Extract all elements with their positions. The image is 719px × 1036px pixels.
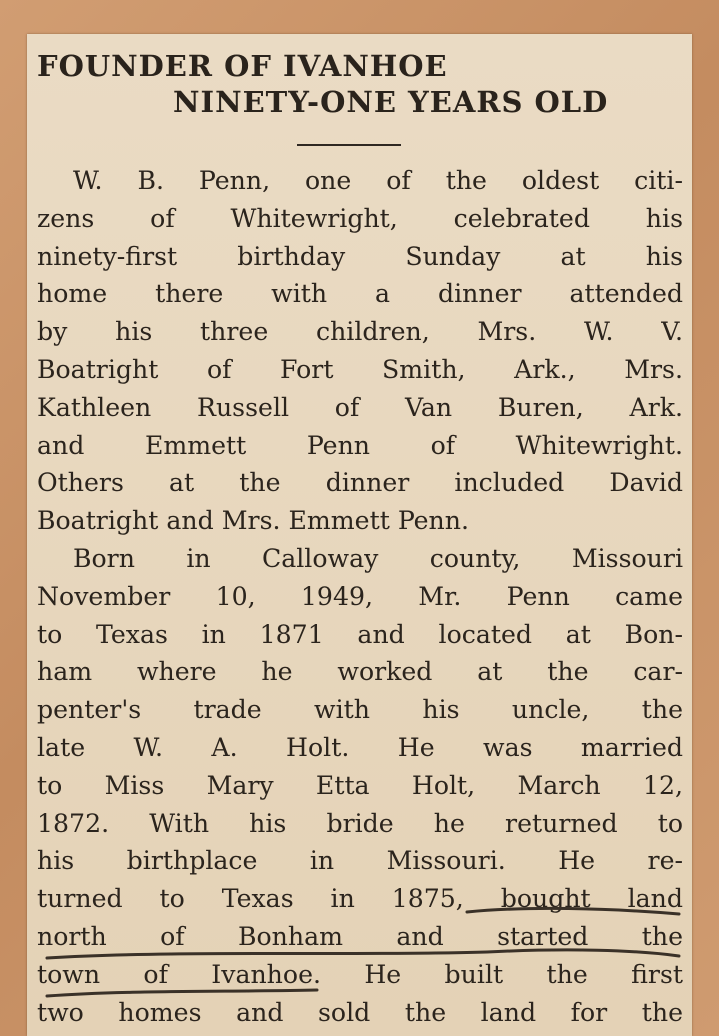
headline-line-1: FOUNDER OF IVANHOE [37, 49, 448, 83]
article-line: zens of Whitewright, celebrated his [37, 203, 683, 233]
headline [37, 48, 687, 120]
article-line: his birthplace in Missouri. He re- [37, 846, 683, 876]
headline-divider [297, 144, 401, 146]
article-body [37, 162, 683, 1031]
article-line: ham where he worked at the car- [37, 657, 683, 687]
article-line: and Emmett Penn of Whitewright. [37, 430, 683, 460]
article-line: Others at the dinner included David [37, 468, 683, 498]
article-line: to Miss Mary Etta Holt, March 12, [37, 770, 683, 800]
newspaper-clipping [27, 34, 692, 1036]
article-line: north of Bonham and started the [37, 921, 683, 951]
article-line: Born in Calloway county, Missouri [73, 543, 683, 573]
headline-line-2: NINETY-ONE YEARS OLD [173, 85, 609, 119]
article-line: Boatright and Mrs. Emmett Penn. [37, 506, 469, 536]
article-line: 1872. With his bride he returned to [37, 808, 683, 838]
article-line: ninety-first birthday Sunday at his [37, 241, 683, 271]
article-line: Boatright of Fort Smith, Ark., Mrs. [37, 354, 683, 384]
article-line: by his three children, Mrs. W. V. [37, 317, 683, 347]
article-line: November 10, 1949, Mr. Penn came [37, 581, 683, 611]
article-line: late W. A. Holt. He was married [37, 732, 683, 762]
article-line: town of Ivanhoe. He built the first [37, 959, 683, 989]
article-line: two homes and sold the land for the [37, 997, 683, 1027]
article-line: turned to Texas in 1875, bought land [37, 884, 683, 914]
article-line: to Texas in 1871 and located at Bon- [37, 619, 683, 649]
article-line: home there with a dinner attended [37, 279, 683, 309]
article-line: W. B. Penn, one of the oldest citi- [73, 166, 683, 195]
article-line: penter's trade with his uncle, the [37, 695, 683, 725]
article-line: Kathleen Russell of Van Buren, Ark. [37, 392, 683, 422]
